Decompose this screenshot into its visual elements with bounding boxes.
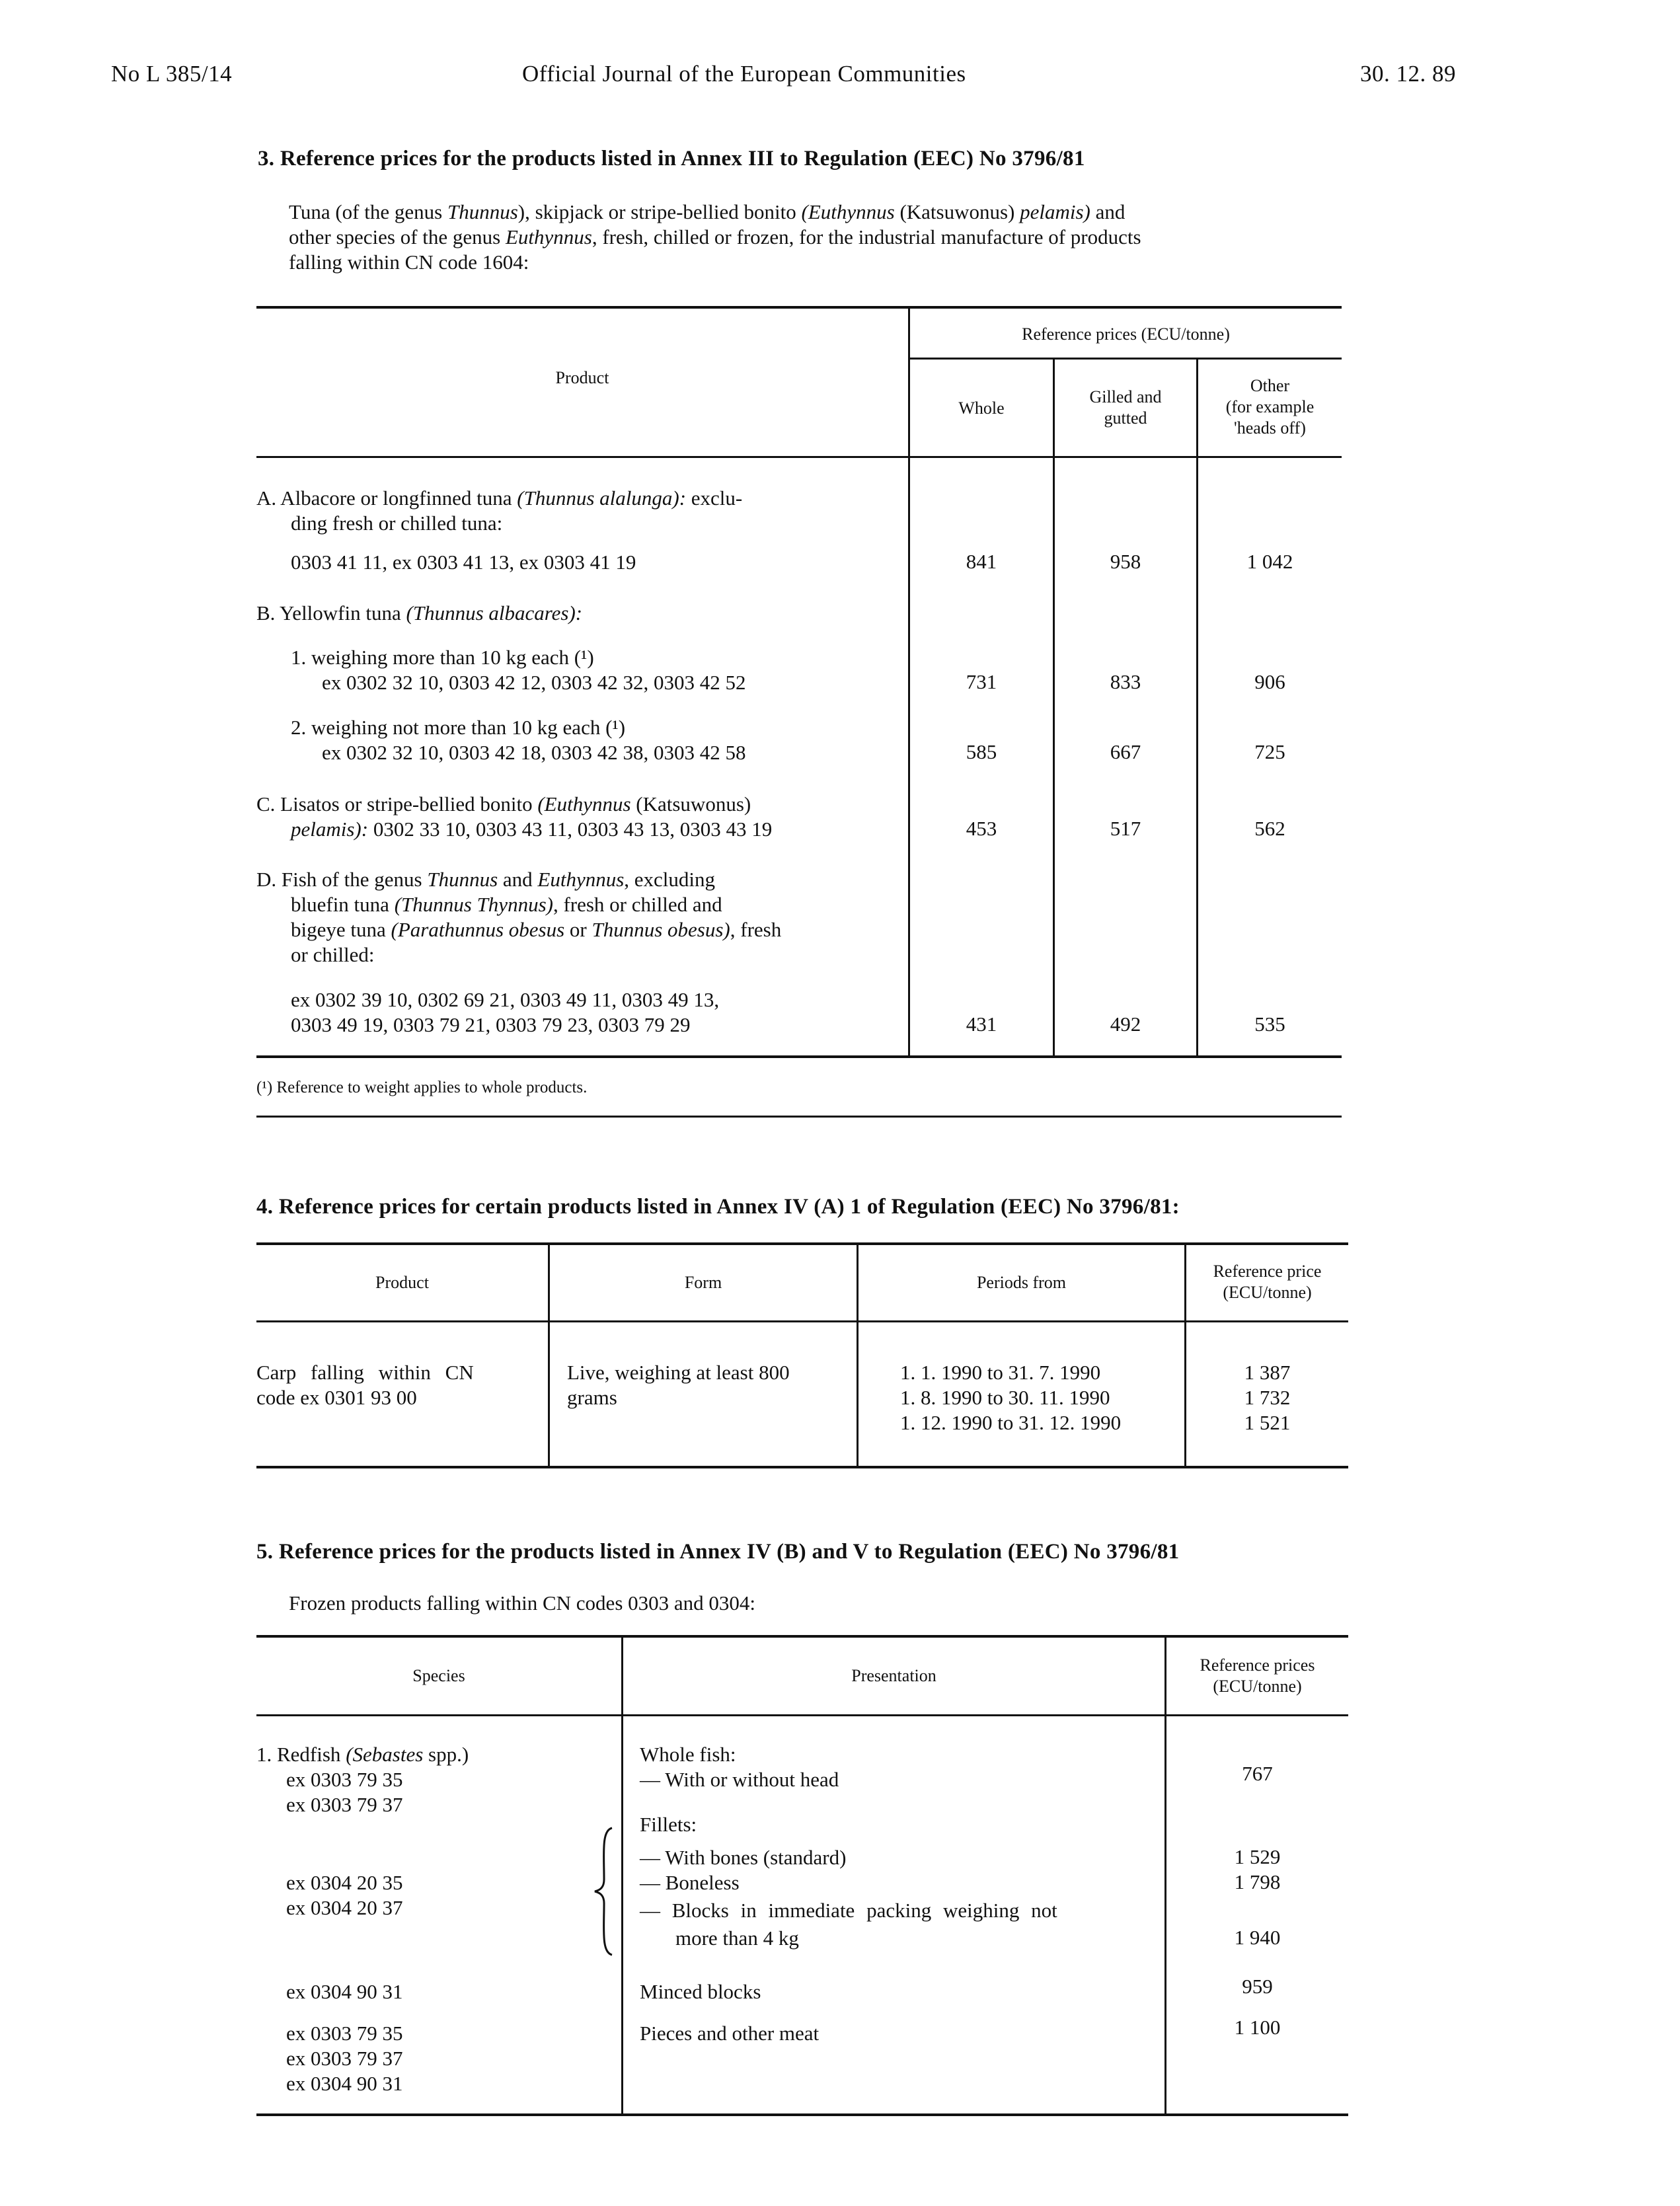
pres-blocks: — Blocks in immediate packing weighing not: [640, 1899, 1057, 1922]
journal-reference: No L 385/14: [111, 61, 233, 87]
table3-group-rule: [909, 358, 1342, 360]
table5-bottom-rule: [256, 2113, 1348, 2116]
carp-periods: 1. 1. 1990 to 31. 7. 1990 1. 8. 1990 to 30. 11. 1990 1. 12. 1990 to 31. 12. 1990: [900, 1361, 1122, 1434]
row-a-label-cont: ding fresh or chilled tuna:: [291, 512, 503, 535]
col-species: Species: [412, 1666, 465, 1685]
section-4-title: 4. Reference prices for certain products listed in Annex IV (A) 1 of Regulation (EEC) No 3796/81:: [256, 1195, 1180, 1219]
pres-fillets: Fillets:: [640, 1813, 697, 1836]
row-c-whole: 453: [966, 817, 997, 840]
pres-pieces: Pieces and other meat: [640, 2022, 820, 2045]
row-b2-whole: 585: [966, 740, 997, 763]
table5-top-rule: [256, 1635, 1348, 1638]
price-boneless: 1 798: [1234, 1870, 1281, 1893]
row-b1-whole: 731: [966, 670, 997, 693]
row-b1-label: 1. weighing more than 10 kg each (¹): [291, 646, 594, 669]
row-b1-other: 906: [1254, 670, 1285, 693]
col-other: Other (for example 'heads off): [1225, 376, 1315, 437]
footnote-rule: [256, 1116, 1342, 1118]
codes-whole: ex 0303 79 35 ex 0303 79 37: [286, 1768, 403, 1816]
row-b2-label: 2. weighing not more than 10 kg each (¹): [291, 716, 626, 739]
pres-with-bones: — With bones (standard): [640, 1846, 847, 1869]
pres-boneless: — Boneless: [640, 1871, 740, 1894]
row-a-codes: 0303 41 11, ex 0303 41 13, ex 0303 41 19: [291, 551, 636, 574]
footnote: (¹) Reference to weight applies to whole products.: [256, 1079, 588, 1096]
col-whole: Whole: [958, 399, 1005, 418]
row-c-other: 562: [1254, 817, 1285, 840]
journal-title: Official Journal of the European Communities: [522, 61, 966, 87]
row-c-gilled: 517: [1110, 817, 1141, 840]
row-b1-gilled: 833: [1110, 670, 1141, 693]
pres-whole-fish: Whole fish:: [640, 1743, 736, 1766]
row-d-whole: 431: [966, 1012, 997, 1036]
row-a-label: A. Albacore or longfinned tuna (Thunnus alalunga): exclu-: [256, 486, 743, 510]
col-periods: Periods from: [976, 1273, 1067, 1292]
codes-pieces: ex 0303 79 35 ex 0303 79 37 ex 0304 90 31: [286, 2022, 403, 2095]
col-reference-price: Reference price (ECU/tonne): [1213, 1262, 1322, 1302]
carp-form: Live, weighing at least 800 grams: [567, 1361, 790, 1409]
price-with-bones: 1 529: [1234, 1845, 1281, 1868]
col-reference-prices: Reference prices (ECU/tonne): [1022, 324, 1230, 344]
pres-with-or-without-head: — With or without head: [640, 1768, 839, 1791]
pres-minced-blocks: Minced blocks: [640, 1980, 761, 2003]
row-d-label-4: or chilled:: [291, 943, 375, 966]
row-b-label: B. Yellowfin tuna (Thunnus albacares):: [256, 601, 583, 625]
table3-col-divider: [1196, 359, 1198, 1057]
row-c-codes: pelamis): 0302 33 10, 0303 43 11, 0303 43 13, 0303 43 19: [291, 818, 773, 841]
col-form: Form: [684, 1273, 722, 1292]
table3-header-rule: [256, 456, 1342, 458]
row-d-other: 535: [1254, 1012, 1285, 1036]
carp-prices: 1 387 1 732 1 521: [1244, 1361, 1291, 1434]
row-d-codes-1: ex 0302 39 10, 0302 69 21, 0303 49 11, 0303 49 13,: [291, 988, 720, 1011]
codes-fillets: ex 0304 20 35 ex 0304 20 37: [286, 1871, 403, 1919]
col-product: Product: [555, 368, 609, 387]
col-presentation: Presentation: [851, 1666, 936, 1685]
price-whole: 767: [1242, 1762, 1273, 1785]
row-a-gilled: 958: [1110, 550, 1141, 573]
col-product: Product: [375, 1273, 429, 1292]
table3-top-rule: [256, 306, 1342, 309]
price-pieces: 1 100: [1234, 2016, 1281, 2039]
row-d-label: D. Fish of the genus Thunnus and Euthynnus, excluding: [256, 868, 716, 891]
price-minced: 959: [1242, 1975, 1273, 1998]
col-gilled-gutted: Gilled and gutted: [1089, 387, 1162, 428]
row-d-codes-2: 0303 49 19, 0303 79 21, 0303 79 23, 0303 79 29: [291, 1013, 691, 1036]
pres-blocks-cont: more than 4 kg: [675, 1926, 799, 1950]
price-blocks: 1 940: [1234, 1926, 1281, 1949]
section-3-title: 3. Reference prices for the products listed in Annex III to Regulation (EEC) No 3796/81: [258, 147, 1085, 171]
row-d-label-2: bluefin tuna (Thunnus Thynnus), fresh or chilled and: [291, 893, 722, 916]
section-5-title: 5. Reference prices for the products listed in Annex IV (B) and V to Regulation (EEC) No 3796/81: [256, 1540, 1180, 1564]
table3-col-divider: [1053, 359, 1055, 1057]
carp-product: Carp falling within CN code ex 0301 93 00: [256, 1361, 474, 1409]
fillets-brace-icon: [592, 1827, 619, 1956]
row-a-whole: 841: [966, 550, 997, 573]
species-redfish: 1. Redfish (Sebastes spp.): [256, 1743, 469, 1766]
row-b2-codes: ex 0302 32 10, 0303 42 18, 0303 42 38, 0303 42 58: [322, 741, 746, 764]
row-a-other: 1 042: [1246, 550, 1293, 573]
row-b1-codes: ex 0302 32 10, 0303 42 12, 0303 42 32, 0303 42 52: [322, 671, 746, 694]
row-b2-other: 725: [1254, 740, 1285, 763]
row-d-label-3: bigeye tuna (Parathunnus obesus or Thunnus obesus), fresh: [291, 918, 782, 941]
row-c-label: C. Lisatos or stripe-bellied bonito (Euthynnus (Katsuwonus): [256, 792, 751, 816]
row-d-gilled: 492: [1110, 1012, 1141, 1036]
table3-bottom-rule: [256, 1055, 1342, 1058]
journal-date: 30. 12. 89: [1360, 61, 1456, 87]
row-b2-gilled: 667: [1110, 740, 1141, 763]
col-reference-prices: Reference prices (ECU/tonne): [1200, 1655, 1315, 1696]
table5-header-rule: [256, 1714, 1348, 1716]
codes-minced: ex 0304 90 31: [286, 1980, 403, 2003]
section-3-intro: Tuna (of the genus Thunnus), skipjack or stripe-bellied bonito (Euthynnus (Katsuwonus) pelamis) and other species of the genus Euthynnus, fresh, chilled or frozen, for the industrial manufacture of products falling within CN code 1604:: [289, 200, 1141, 274]
section-5-intro: Frozen products falling within CN codes 0303 and 0304:: [289, 1591, 756, 1615]
table5-col-divider: [621, 1635, 623, 2115]
